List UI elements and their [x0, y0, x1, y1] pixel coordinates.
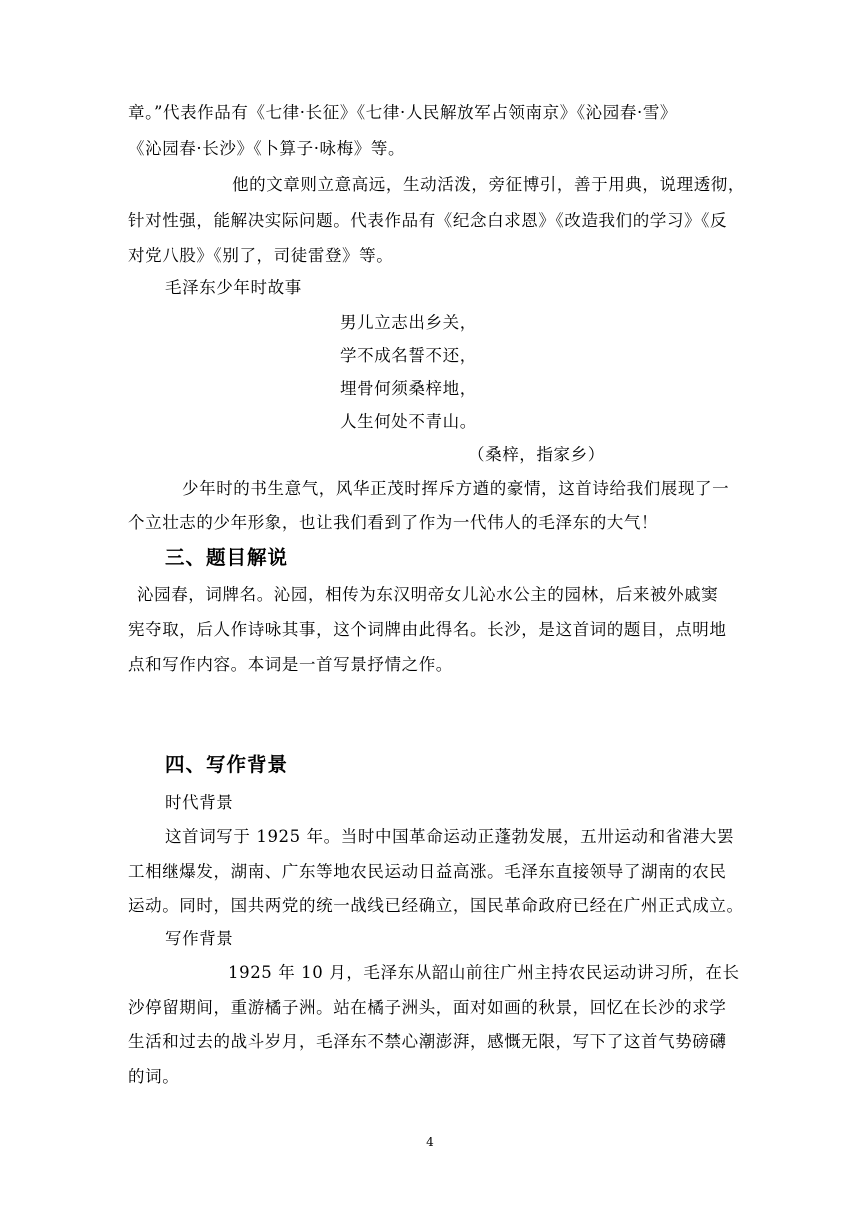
poem-line-4: 人生何处不青山。: [340, 412, 477, 431]
era-line-1: 这首词写于 1925 年。当时中国革命运动正蓬勃发展，五卅运动和省港大罢: [165, 827, 735, 846]
background-line-1: 1925 年 10 月，毛泽东从韶山前往广州主持农民运动讲习所，在长: [228, 963, 740, 982]
youth-story-title: 毛泽东少年时故事: [165, 278, 302, 297]
background-line-4: 的词。: [128, 1067, 180, 1086]
subheading-era-background: 时代背景: [165, 793, 234, 812]
background-line-3: 生活和过去的战斗岁月，毛泽东不禁心潮澎湃，感慨无限，写下了这首气势磅礴: [128, 1032, 727, 1051]
essays-line-1: 他的文章则立意高远，生动活泼，旁征博引，善于用典，说理透彻，: [232, 175, 745, 194]
poem-note: （桑梓，指家乡）: [468, 445, 605, 464]
youth-comment-line-1: 少年时的书生意气，风华正茂时挥斥方遒的豪情，这首诗给我们展现了一: [182, 479, 730, 498]
poem-line-3: 埋骨何须桑梓地，: [340, 379, 477, 398]
title-explanation-line-1: 沁园春，词牌名。沁园，相传为东汉明帝女儿沁水公主的园林，后来被外戚窦: [137, 585, 719, 604]
youth-comment-line-2: 个立壮志的少年形象，也让我们看到了作为一代伟人的毛泽东的大气！: [128, 513, 659, 532]
works-line-2: 《沁园春·长沙》《卜算子·咏梅》等。: [128, 139, 406, 158]
subheading-writing-background: 写作背景: [165, 929, 234, 948]
poem-line-2: 学不成名誓不还，: [340, 346, 477, 365]
page-number: 4: [426, 1135, 434, 1149]
section-heading-writing-background: 四、写作背景: [165, 753, 289, 776]
essays-line-2: 针对性强，能解决实际问题。代表作品有《纪念白求恩》《改造我们的学习》《反: [128, 211, 728, 230]
poem-line-1: 男儿立志出乡关，: [340, 313, 477, 332]
era-line-2: 工相继爆发，湖南、广东等地农民运动日益高涨。毛泽东直接领导了湖南的农民: [128, 862, 727, 881]
works-line-1: 章。”代表作品有《七律·长征》《七律·人民解放军占领南京》《沁园春·雪》: [128, 103, 678, 122]
title-explanation-line-2: 宪夺取，后人作诗咏其事，这个词牌由此得名。长沙，是这首词的题目，点明地: [128, 620, 727, 639]
section-heading-title-explanation: 三、题目解说: [165, 546, 289, 569]
essays-line-3: 对党八股》《别了，司徒雷登》等。: [128, 246, 394, 265]
era-line-3: 运动。同时，国共两党的统一战线已经确立，国民革命政府已经在广州正式成立。: [128, 896, 744, 915]
title-explanation-line-3: 点和写作内容。本词是一首写景抒情之作。: [128, 655, 453, 674]
background-line-2: 沙停留期间，重游橘子洲。站在橘子洲头，面对如画的秋景，回忆在长沙的求学: [128, 998, 727, 1017]
